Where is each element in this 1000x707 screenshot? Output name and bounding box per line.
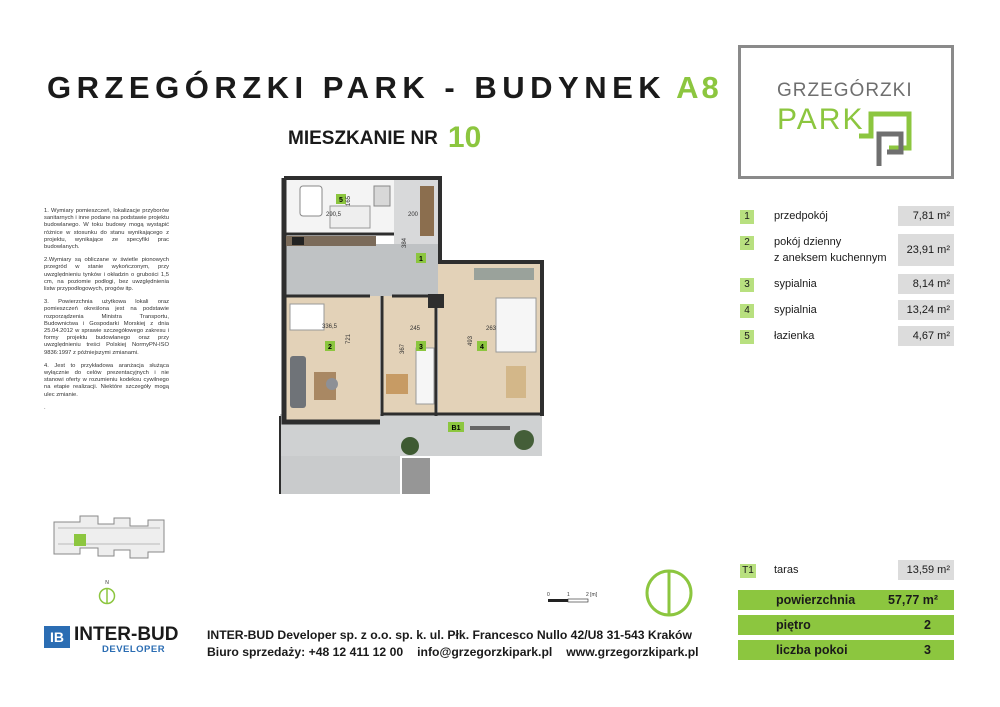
room-name: przedpokój [774, 210, 828, 222]
dim-367: 367 [400, 343, 406, 354]
footer-address: INTER-BUD Developer sp. z o.o. sp. k. ul. Płk. Francesco Nullo 42/U8 31-543 Kraków [207, 628, 692, 642]
page-title [47, 70, 722, 106]
brand-mark-icon [859, 108, 919, 166]
terrace-area-value: 13,59 [906, 564, 935, 576]
room-name: łazienka [774, 330, 815, 342]
room-number: 1 [740, 210, 754, 224]
scale-0: 0 [547, 592, 550, 598]
room-name: pokój dzienny [774, 236, 842, 248]
tag-2: 2 [328, 344, 332, 351]
room-area-value: 23,91 [906, 244, 935, 256]
title-text: GRZEGÓRZKI PARK - BUDYNEK [47, 70, 667, 105]
summary-area [738, 590, 954, 610]
floor-plan [270, 176, 552, 494]
developer-sub: DEVELOPER [102, 644, 166, 655]
developer-name: INTER-BUD [74, 624, 179, 645]
building-code: A8 [676, 70, 722, 105]
summary-value: 57,77 m² [888, 593, 939, 607]
scale-1: 1 [567, 592, 570, 598]
dim-245: 245 [410, 326, 421, 332]
room-area [898, 234, 954, 266]
summary-label: powierzchnia [776, 593, 856, 607]
developer-logo-box: IB [44, 626, 70, 648]
footer-phone: Biuro sprzedaży: +48 12 411 12 00 [207, 645, 404, 659]
apartment-number: 10 [447, 121, 482, 154]
note-5: . [44, 404, 46, 411]
tag-5: 5 [339, 197, 343, 204]
building-key-map [50, 512, 168, 560]
room-number: 3 [740, 278, 754, 292]
dim-165: 165 [346, 195, 352, 206]
tag-3: 3 [419, 344, 423, 351]
notes [44, 208, 169, 418]
room-area-unit: m² [937, 278, 950, 290]
brand-logo [738, 45, 954, 179]
summary-label: liczba pokoi [776, 643, 848, 657]
note-2: 2.Wymiary są obliczane w świetle pionowych przegród w stanie wykończonym, przy uwzględnieniu tynków i okładzin o grubości 1,5 cm, na poziomie podłogi, bez uwzględnienia listw przypodłogowych, progów itp. [44, 257, 169, 293]
dim-200: 200 [408, 212, 419, 218]
tag-1: 1 [419, 256, 423, 263]
note-1: 1. Wymiary pomieszczeń, lokalizacje przyborów sanitarnych i inne podane na podstawie projektu budowlanego. W toku budowy mogą wystąpić różnice w stosunku do stanu wynikającego z projektu, wynikające ze specyfiki prac budowlanych. [44, 208, 169, 251]
summary-value: 3 [924, 643, 931, 657]
note-4: 4. Jest to przykładowa aranżacja służąca wyłącznie do celów prezentacyjnych i nie stanowi oferty w rozumieniu kodeksu cywilnego na etapie realizacji. Niektóre szczegóły mogą ulec zmianie. [44, 362, 169, 398]
brand-line1: GRZEGÓRZKI [777, 80, 913, 101]
scale-2: 2 [m] [586, 592, 598, 598]
room-area-unit: m² [937, 304, 950, 316]
apartment-label: MIESZKANIE NR [288, 128, 438, 149]
room-area [898, 206, 954, 226]
scale-bar [542, 590, 602, 610]
footer-website[interactable]: www.grzegorzkipark.pl [566, 645, 699, 659]
brand-line2: PARK [777, 103, 865, 136]
room-number: 5 [740, 330, 754, 344]
tag-b1: B1 [451, 425, 461, 432]
north-arrow-icon [98, 578, 116, 606]
terrace-name: taras [774, 564, 799, 576]
summary-rooms [738, 640, 954, 660]
footer-contact [207, 645, 713, 659]
terrace-area-unit: m² [937, 564, 950, 576]
summary-label: piętro [776, 618, 811, 632]
room-name: sypialnia [774, 304, 817, 316]
footer-email[interactable]: info@grzegorzkipark.pl [417, 645, 553, 659]
dim-721: 721 [346, 333, 352, 344]
room-area-value: 8,14 [912, 278, 935, 290]
room-number: 2 [740, 236, 754, 250]
apartment-heading [288, 118, 481, 152]
developer-logo [44, 624, 179, 656]
room-area-value: 4,67 [912, 330, 935, 342]
room-area-unit: m² [937, 210, 950, 222]
terrace-number: T1 [740, 564, 756, 578]
dim-384: 384 [402, 237, 408, 248]
summary-value: 2 [924, 618, 931, 632]
room-area-value: 13,24 [906, 304, 935, 316]
north-label: N [105, 580, 109, 586]
room-name: sypialnia [774, 278, 817, 290]
tag-4: 4 [480, 344, 484, 351]
summary-floor [738, 615, 954, 635]
room-area [898, 300, 954, 320]
dim-493: 493 [468, 335, 474, 346]
room-area-unit: m² [937, 330, 950, 342]
room-area [898, 326, 954, 346]
terrace-area [898, 560, 954, 580]
dim-290-5: 290,5 [326, 212, 342, 218]
compass-icon [644, 568, 694, 618]
note-3: 3. Powierzchnia użytkowa lokali oraz pomieszczeń określona jest na podstawie rozporządzenia Ministra Transportu, Budownictwa i Gospodarki Morskiej z dnia 25.04.2012 w sprawie szczegółowego zakresu i formy projektu budowlanego oraz przy uwzględnieniu treści Polskiej NormyPN-ISO 9836:1997 z późniejszymi zmianami. [44, 299, 169, 356]
room-area [898, 274, 954, 294]
room-name-line2: z aneksem kuchennym [774, 252, 887, 264]
room-area-unit: m² [937, 244, 950, 256]
room-area-value: 7,81 [912, 210, 935, 222]
room-number: 4 [740, 304, 754, 318]
dim-263: 263 [486, 326, 497, 332]
dim-336-5: 336,5 [322, 324, 338, 330]
